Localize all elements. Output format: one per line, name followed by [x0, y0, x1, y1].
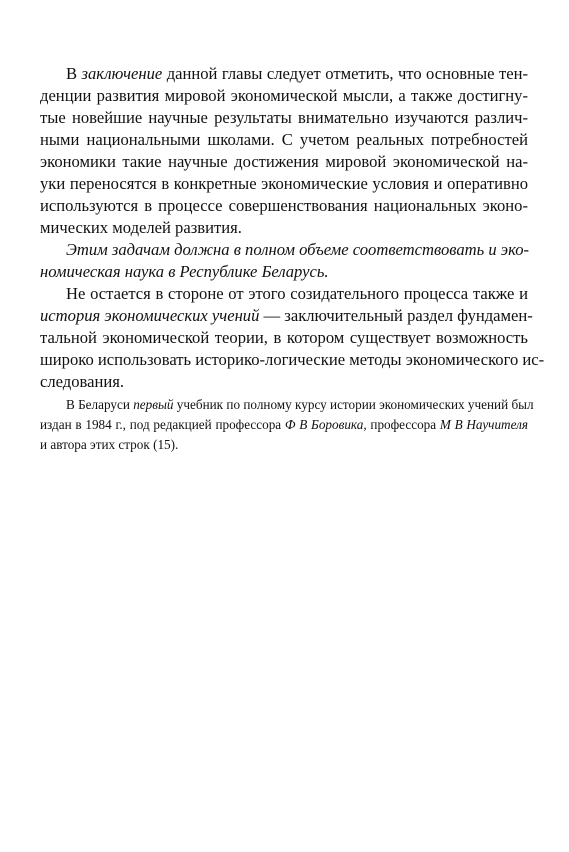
- text-span: В: [66, 64, 82, 83]
- paragraph-3-line-3: тальной экономической теории, в котором существует возможность: [40, 328, 528, 347]
- footnote-line-2: [40, 416, 528, 433]
- text-span: — заключительный раздел фундамен-: [259, 306, 533, 325]
- paragraph-3-line-2: [40, 306, 533, 326]
- paragraph-1-line-3: тые новейшие научные результаты внимательно изучаются различ-: [40, 108, 528, 127]
- footnote-line-1: [66, 396, 534, 413]
- text-span: профессора: [366, 417, 440, 432]
- paragraph-3-line-4: широко использовать историко-логические методы экономического ис-: [40, 350, 545, 369]
- paragraph-1-line-5: экономики такие научные достижения мировой экономической на-: [40, 152, 528, 171]
- footnote-line-3: и автора этих строк (15).: [40, 437, 179, 452]
- paragraph-1-line-8: мических моделей развития.: [40, 218, 242, 237]
- paragraph-3-line-1: Не остается в стороне от этого созидательного процесса также и: [66, 284, 528, 303]
- emphasis-text: номическая наука в Республике Беларусь.: [40, 262, 329, 281]
- paragraph-1-line-4: ными национальными школами. С учетом реальных потребностей: [40, 130, 528, 149]
- text-span: В Беларуси: [66, 397, 134, 412]
- emphasis-text: Этим задачам должна в полном объеме соответствовать и эко-: [66, 240, 530, 259]
- emphasis-text: М В Научителя: [439, 417, 528, 432]
- emphasis-text: первый: [133, 397, 174, 412]
- text-span: данной главы следует отметить, что основные тен-: [162, 64, 528, 83]
- paragraph-2-line-2: [40, 262, 528, 282]
- paragraph-1-line-7: используются в процессе совершенствования национальных эконо-: [40, 196, 528, 215]
- paragraph-3-line-5: следования.: [40, 372, 125, 391]
- emphasis-text: заключение: [81, 64, 163, 83]
- emphasis-text: Ф В Боровика,: [284, 417, 367, 432]
- paragraph-1-line-1: [66, 64, 528, 84]
- text-span: издан в 1984 г., под редакцией профессора: [40, 417, 285, 432]
- text-span: учебник по полному курсу истории экономических учений был: [173, 397, 534, 412]
- emphasis-text: история экономических учений: [40, 306, 260, 325]
- paragraph-1-line-2: денции развития мировой экономической мысли, а также достигну-: [40, 86, 528, 105]
- paragraph-1-line-6: уки переносятся в конкретные экономические условия и оперативно: [40, 174, 528, 193]
- paragraph-2-line-1: [66, 240, 528, 260]
